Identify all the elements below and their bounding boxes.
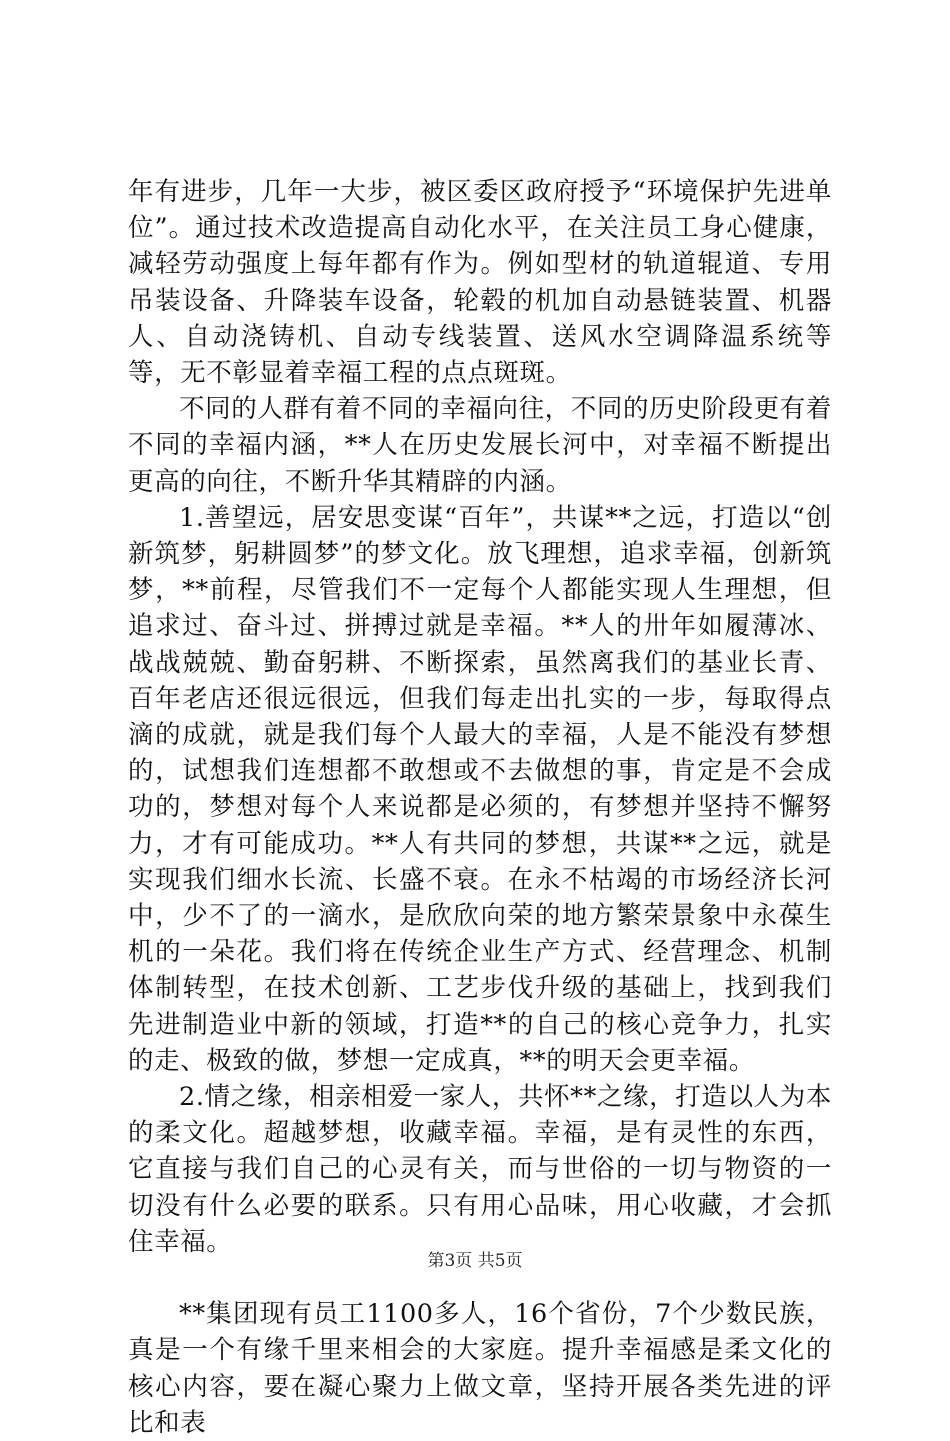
paragraph-3: 1.善望远，居安思变谋“百年”，共谋**之远，打造以“创新筑梦，躬耕圆梦”的梦文化。放飞理想，追求幸福，创新筑梦，**前程，尽管我们不一定每个人都能实现人生理想，但追求过、奋斗过、拼搏过就是幸福。**人的卅年如履薄冰、战战兢兢、勤奋躬耕、不断探索，虽然离我们的基业长青、百年老店还很远很远，但我们每走出扎实的一步，每取得点滴的成就，就是我们每个人最大的幸福，人是不能没有梦想的，试想我们连想都不敢想或不去做想的事，肯定是不会成功的，梦想对每个人来说都是必须的，有梦想并坚持不懈努力，才有可能成功。**人有共同的梦想，共谋**之远，就是实现我们细水长流、长盛不衰。在永不枯竭的市场经济长河中，少不了的一滴水，是欣欣向荣的地方繁荣景象中永葆生机的一朵花。我们将在传统企业生产方式、经营理念、机制体制转型，在技术创新、工艺步伐升级的基础上，找到我们先进制造业中新的领域，打造**的自己的核心竞争力，扎实的走、极致的做，梦想一定成真，**的明天会更幸福。 (128, 502, 832, 1076)
paragraph-1: 年有进步，几年一大步，被区委区政府授予“环境保护先进单位”。通过技术改造提高自动化水平，在关注员工身心健康，减轻劳动强度上每年都有作为。例如型材的轨道辊道、专用吊装设备、升降装车设备，轮毂的机加自动悬链装置、机器人、自动浇铸机、自动专线装置、送风水空调降温系统等等，无不彰显着幸福工程的点点斑斑。 (128, 177, 832, 389)
paragraph-2: 不同的人群有着不同的幸福向往，不同的历史阶段更有着不同的幸福内涵，**人在历史发展长河中，对幸福不断提出更高的向往，不断升华其精辟的内涵。 (128, 394, 832, 497)
page-number-footer: 第3页 共5页 (427, 1251, 523, 1271)
paragraph-5: **集团现有员工1100多人，16个省份，7个少数民族，真是一个有缘千里来相会的大家庭。提升幸福感是柔文化的核心内容，要在凝心聚力上做文章，坚持开展各类先进的评比和表 (128, 1299, 832, 1438)
paragraph-4: 2.情之缘，相亲相爱一家人，共怀**之缘，打造以人为本的柔文化。超越梦想，收藏幸福。幸福，是有灵性的东西，它直接与我们自己的心灵有关，而与世俗的一切与物资的一切没有什么必要的联系。只有用心品味，用心收藏，才会抓住幸福。 (128, 1082, 832, 1257)
